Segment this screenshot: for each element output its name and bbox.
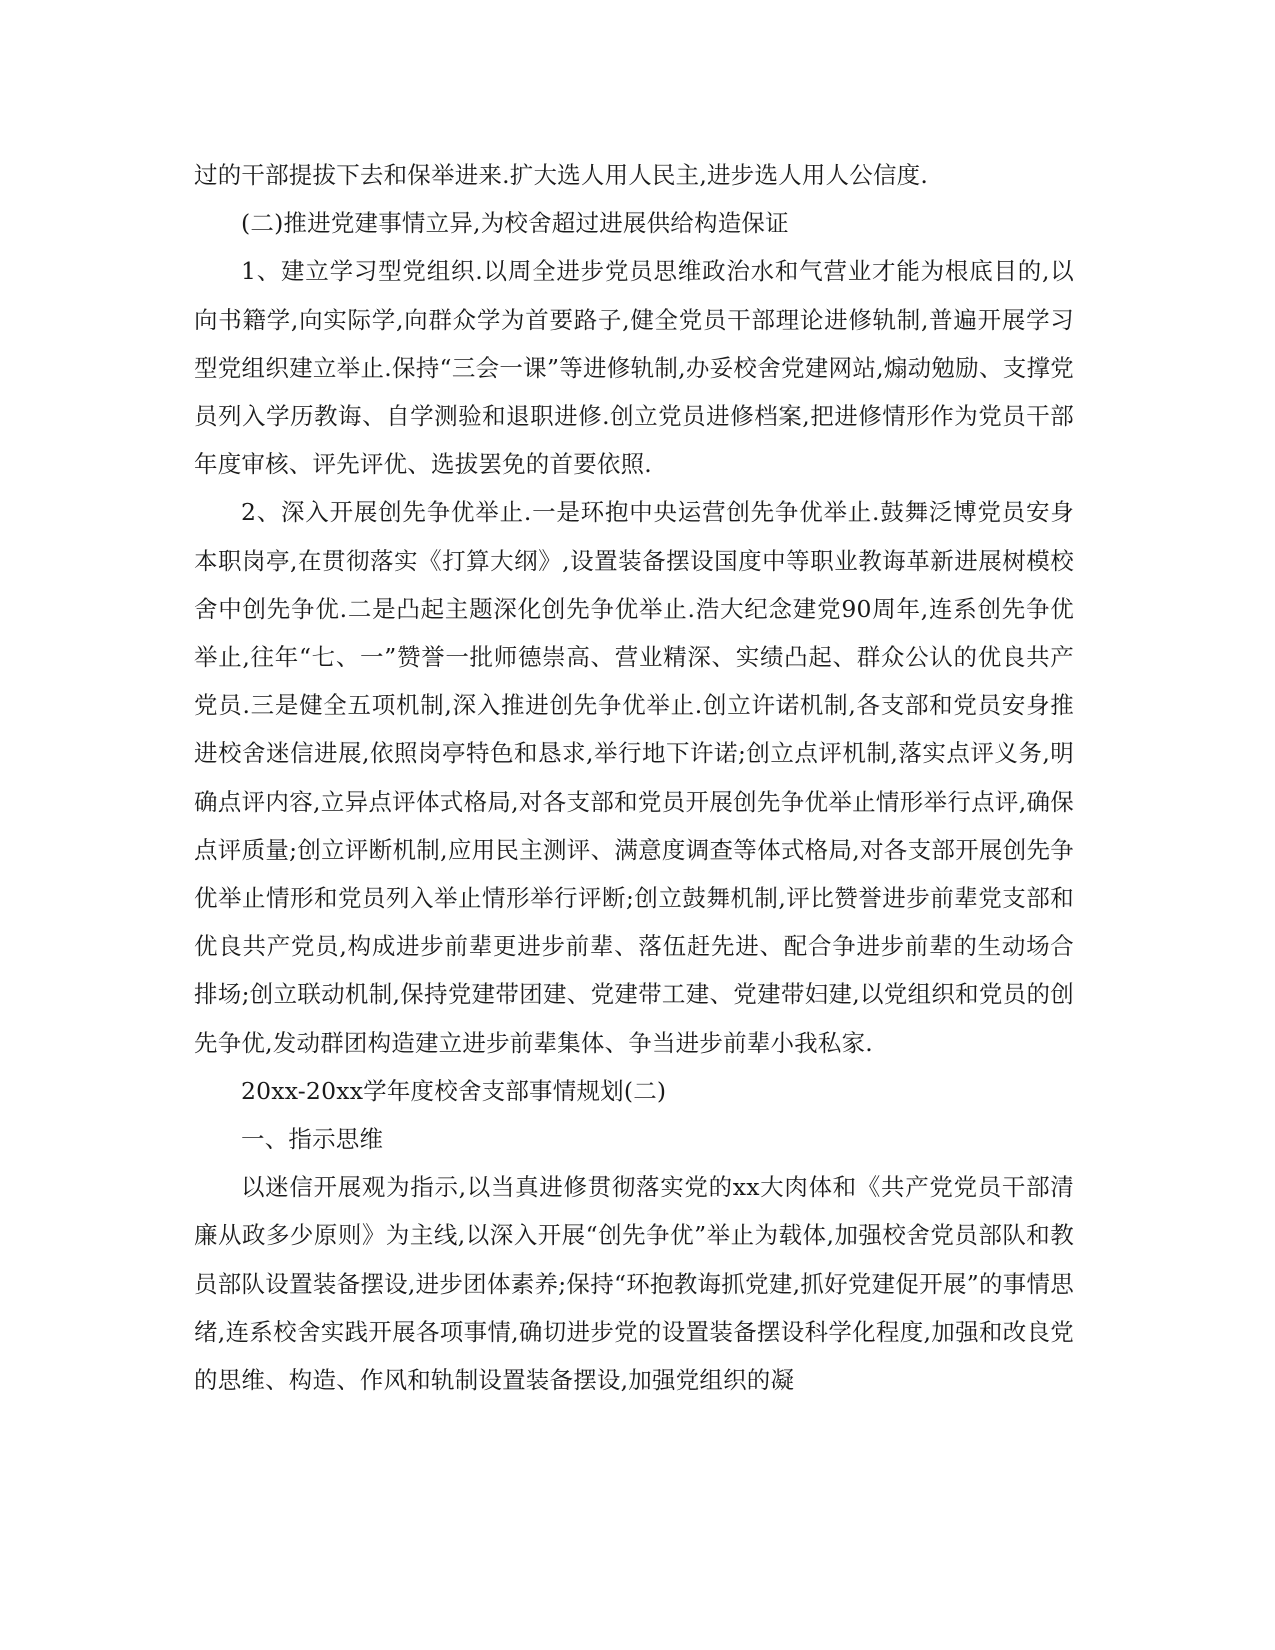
section-heading-guiding: 一、指示思维 (241, 1125, 384, 1154)
document-title-2: 20xx-20xx学年度校舍支部事情规划(二) (241, 1076, 667, 1105)
paragraph-1: 过的干部提拔下去和保举进来.扩大选人用人民主,进步选人用人公信度. (194, 161, 929, 189)
paragraph-learning-party: 1、建立学习型党组织.以周全进步党员思维政治水和气营业才能为根底目的,以向书籍学,向实际学,向群众学为首要路子,健全党员干部理论进修轨制,普遍开展学习型党组织建立举止.保持“三会一课”等进修轨制,办妥校舍党建网站,煽动勉励、支撑党员列入学历教诲、自学测验和退职进修.创立党员进修档案,把进修情形作为党员干部年度审核、评先评优、选拔罢免的首要依照. (194, 257, 1074, 479)
paragraph-guiding: 以迷信开展观为指示,以当真进修贯彻落实党的xx大肉体和《共产党党员干部清廉从政多少原则》为主线,以深入开展“创先争优”举止为载体,加强校舍党员部队和教员部队设置装备摆设,进步团体素养;保持“环抱教诲抓党建,抓好党建促开展”的事情思绪,连系校舍实践开展各项事情,确切进步党的设置装备摆设科学化程度,加强和改良党的思维、构造、作风和轨制设置装备摆设,加强党组织的凝 (194, 1173, 1074, 1395)
paragraph-excellence: 2、深入开展创先争优举止.一是环抱中央运营创先争优举止.鼓舞泛博党员安身本职岗亭,在贯彻落实《打算大纲》,设置装备摆设国度中等职业教诲革新进展树模校舍中创先争优.二是凸起主题深化创先争优举止.浩大纪念建党90周年,连系创先争优举止,往年“七、一”赞誉一批师德崇高、营业精深、实绩凸起、群众公认的优良共产党员.三是健全五项机制,深入推进创先争优举止.创立许诺机制,各支部和党员安身推进校舍迷信进展,依照岗亭特色和恳求,举行地下许诺;创立点评机制,落实点评义务,明确点评内容,立异点评体式格局,对各支部和党员开展创先争优举止情形举行点评,确保点评质量;创立评断机制,应用民主测评、满意度调查等体式格局,对各支部开展创先争优举止情形和党员列入举止情形举行评断;创立鼓舞机制,评比赞誉进步前辈党支部和优良共产党员,构成进步前辈更进步前辈、落伍赶先进、配合争进步前辈的生动场合排场;创立联动机制,保持党建带团建、党建带工建、党建带妇建,以党组织和党员的创先争优,发动群团构造建立进步前辈集体、争当进步前辈小我私家. (194, 498, 1074, 1057)
section-heading-2: (二)推进党建事情立异,为校舍超过进展供给构造保证 (241, 209, 789, 238)
document-body (194, 151, 1074, 1404)
